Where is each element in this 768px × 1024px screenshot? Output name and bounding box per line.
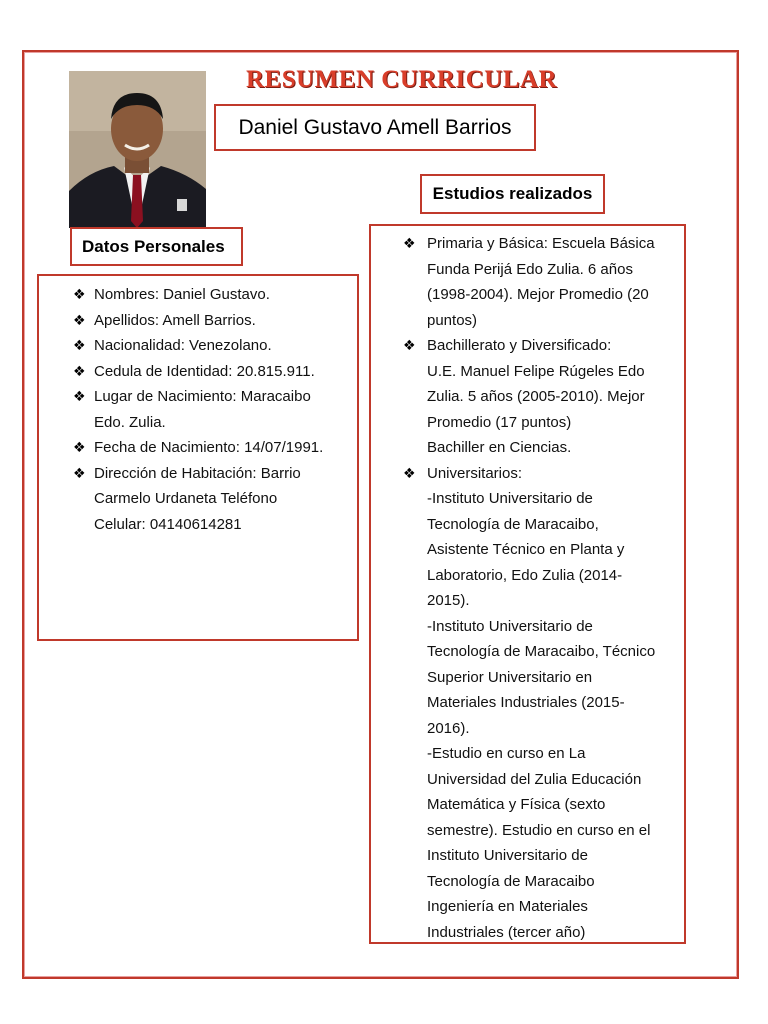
estudios-item-line: 2016). [427, 719, 470, 737]
datos-personales-item-line: Dirección de Habitación: Barrio [94, 464, 301, 482]
bullet-icon: ❖ [73, 439, 86, 455]
datos-personales-item-line: Fecha de Nacimiento: 14/07/1991. [94, 439, 324, 456]
estudios-item-line: -Instituto Universitario de [427, 490, 593, 507]
estudios-item-line: 2015). [427, 592, 470, 609]
estudios-item-line: Tecnología de Maracaibo, [427, 515, 599, 533]
estudios-item-line: U.E. Manuel Felipe Rúgeles Edo [427, 362, 645, 380]
estudios-item [403, 461, 685, 946]
bullet-icon: ❖ [73, 311, 86, 328]
estudios-item-line: Bachillerato y Diversificado: [427, 337, 612, 354]
datos-personales-item [73, 461, 355, 538]
datos-personales-item [73, 333, 355, 359]
bullet-icon: ❖ [73, 388, 86, 404]
datos-personales-item-line: Lugar de Nacimiento: Maracaibo [94, 388, 311, 405]
estudios-item-line: Promedio (17 puntos) [427, 413, 572, 431]
datos-personales-item-line: Edo. Zulia. [94, 413, 166, 431]
full-name: Daniel Gustavo Amell Barrios [214, 104, 536, 151]
estudios-item [403, 231, 685, 333]
estudios-item-line: Instituto Universitario de [427, 847, 588, 864]
estudios-item-line: (1998-2004). Mejor Promedio (20 [427, 286, 649, 303]
estudios-item-line: Universitarios: [427, 464, 523, 482]
bullet-icon: ❖ [403, 464, 416, 481]
estudios-item-line: Zulia. 5 años (2005-2010). Mejor [427, 388, 645, 405]
estudios-item-line: Ingeniería en Materiales [427, 898, 588, 915]
datos-personales-list [73, 282, 355, 537]
datos-personales-item-line: Celular: 04140614281 [94, 515, 242, 533]
datos-personales-item [73, 308, 355, 334]
estudios-item-line: Primaria y Básica: Escuela Básica [427, 235, 655, 252]
estudios-item-line: -Instituto Universitario de [427, 617, 593, 635]
estudios-item-line: semestre). Estudio en curso en el [427, 821, 651, 839]
datos-personales-item-line: Carmelo Urdaneta Teléfono [94, 490, 278, 507]
bullet-icon: ❖ [73, 362, 86, 379]
estudios-item-line: Laboratorio, Edo Zulia (2014- [427, 566, 623, 584]
estudios-item-line: Industriales (tercer año) [427, 923, 586, 941]
estudios-item-line: Asistente Técnico en Planta y [427, 541, 625, 558]
datos-personales-item-line: Apellidos: Amell Barrios. [94, 311, 256, 329]
estudios-list [403, 231, 685, 945]
datos-personales-item [73, 359, 355, 385]
estudios-item-line: Matemática y Física (sexto [427, 796, 606, 813]
estudios-heading: Estudios realizados [420, 174, 605, 214]
estudios-item-line: Tecnología de Maracaibo [427, 872, 595, 890]
datos-personales-panel [37, 274, 359, 641]
datos-personales-item-line: Nacionalidad: Venezolano. [94, 337, 272, 354]
datos-personales-item-line: Nombres: Daniel Gustavo. [94, 286, 270, 303]
estudios-item-line: Bachiller en Ciencias. [427, 439, 572, 456]
estudios-panel [369, 224, 686, 944]
bullet-icon: ❖ [73, 337, 86, 353]
page-title: RESUMEN CURRICULAR [246, 66, 558, 93]
estudios-item-line: Tecnología de Maracaibo, Técnico [427, 643, 656, 660]
estudios-item [403, 333, 685, 461]
estudios-item-line: Superior Universitario en [427, 668, 593, 686]
portrait-photo [69, 71, 206, 228]
bullet-icon: ❖ [73, 286, 86, 302]
estudios-item-line: Universidad del Zulia Educación [427, 770, 642, 788]
datos-personales-item-line: Cedula de Identidad: 20.815.911. [94, 362, 315, 380]
estudios-item-line: Materiales Industriales (2015- [427, 694, 625, 711]
datos-personales-item [73, 282, 355, 308]
estudios-item-line: puntos) [427, 311, 478, 329]
bullet-icon: ❖ [73, 464, 86, 481]
datos-personales-heading: Datos Personales [70, 227, 243, 266]
estudios-item-line: -Estudio en curso en La [427, 745, 586, 762]
estudios-item-line: Funda Perijá Edo Zulia. 6 años [427, 260, 633, 278]
bullet-icon: ❖ [403, 235, 416, 251]
bullet-icon: ❖ [403, 337, 416, 353]
datos-personales-item [73, 435, 355, 461]
datos-personales-item [73, 384, 355, 435]
